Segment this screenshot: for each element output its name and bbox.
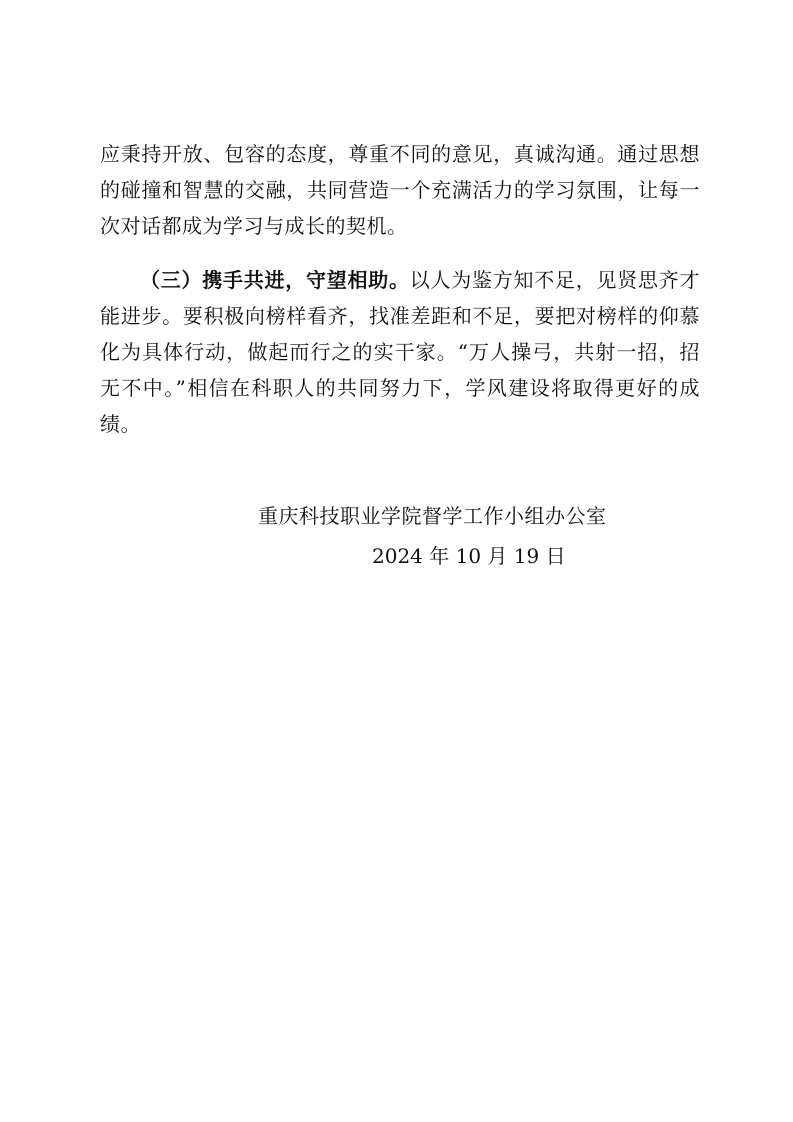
signature-organization: 重庆科技职业学院督学工作小组办公室 bbox=[258, 504, 607, 528]
paragraph-open-communication: 应秉持开放、包容的态度，尊重不同的意见，真诚沟通。通过思想的碰撞和智慧的交融，共同营造一个充满活力的学习氛围，让每一次对话都成为学习与成长的契机。 bbox=[100, 142, 700, 238]
paragraph-mutual-support bbox=[100, 262, 700, 442]
section-heading-three: （三）携手共进，守望相助。 bbox=[140, 268, 410, 292]
section-body-three: 以人为鉴方知不足，见贤思齐才能进步。要积极向榜样看齐，找准差距和不足，要把对榜样的仰慕化为具体行动，做起而行之的实干家。“万人操弓，共射一招，招无不中。”相信在科职人的共同努力下，学风建设将取得更好的成绩。 bbox=[100, 268, 700, 436]
signature-date: 2024 年 10 月 19 日 bbox=[372, 544, 566, 568]
